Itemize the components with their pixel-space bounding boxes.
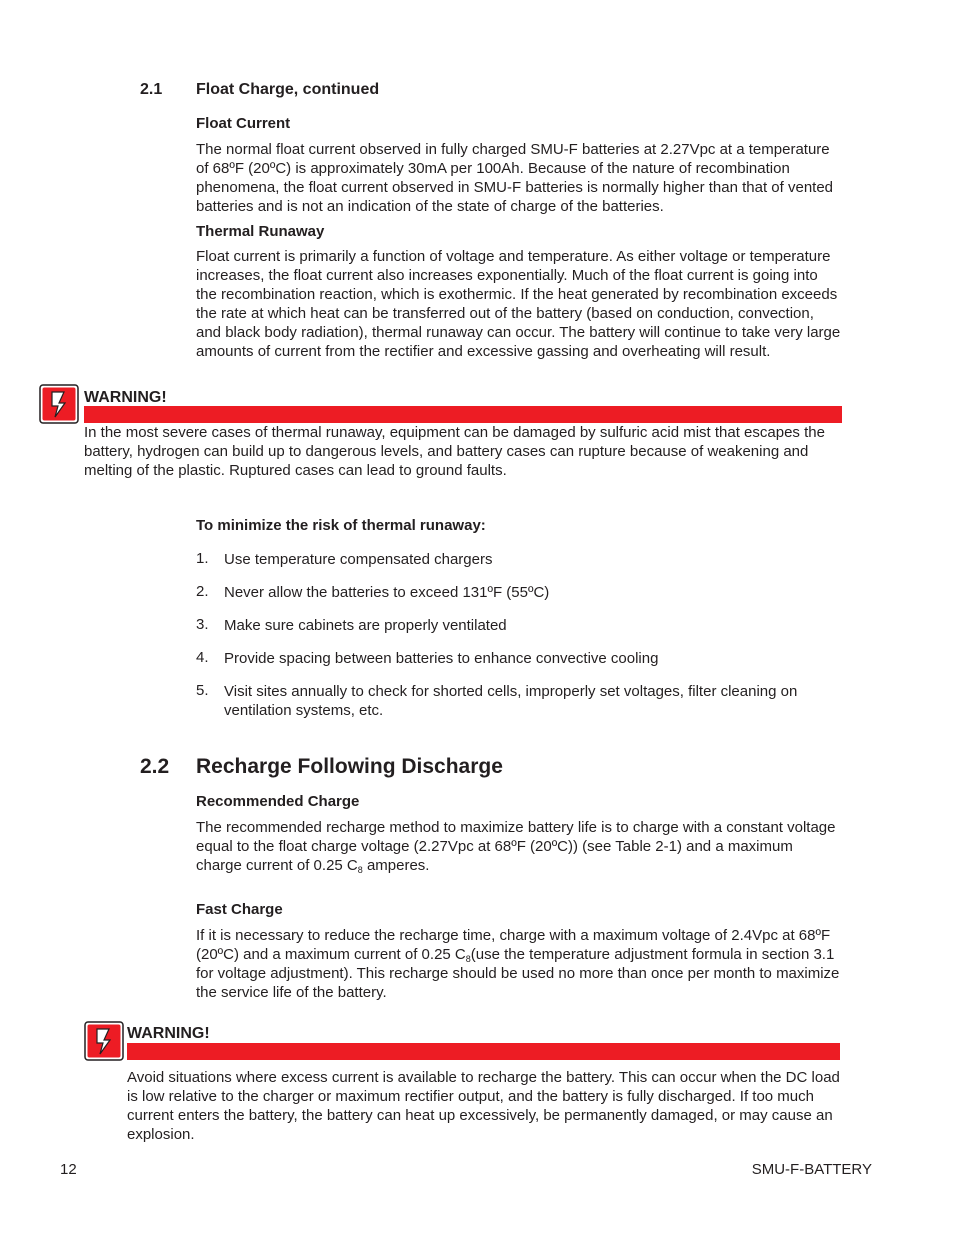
section-title: Float Charge, continued	[196, 81, 380, 98]
list-item: Make sure cabinets are properly ventilated	[224, 617, 507, 634]
electrical-hazard-icon	[84, 1021, 124, 1061]
minimize-heading: To minimize the risk of thermal runaway:	[196, 517, 486, 534]
list-item: Never allow the batteries to exceed 131ºF (55ºC)	[224, 584, 550, 601]
float-current-paragraph: The normal float current observed in fully charged SMU-F batteries at 2.27Vpc at a temperature of 68ºF (20ºC) is approximately 30mA per 100Ah. Because of the nature of recombination phenomena, the float current observed in SMU-F batteries is normally higher than that of vented batteries and is not an indication of the state of charge of the batteries.	[196, 141, 834, 215]
warning-text: In the most severe cases of thermal runaway, equipment can be damaged by sulfuric acid mist that escapes the battery, hydrogen can build up to dangerous levels, and battery cases can rupture because of weakening and melting of the plastic. Ruptured cases can lead to ground faults.	[84, 424, 825, 479]
list-item-number: 5.	[196, 682, 209, 699]
thermal-runaway-heading: Thermal Runaway	[196, 223, 325, 240]
list-item-number: 3.	[196, 616, 209, 633]
list-item-number: 1.	[196, 550, 209, 567]
recommended-charge-heading: Recommended Charge	[196, 793, 360, 810]
recommended-charge-paragraph: The recommended recharge method to maximize battery life is to charge with a constant voltage equal to the float charge voltage (2.27Vpc at 68ºF (20ºC)) (see Table 2-1) and a maximum charge current of 0.25 $C_8$ amperes.	[196, 819, 836, 875]
list-item: Provide spacing between batteries to enhance convective cooling	[224, 650, 659, 667]
warning-label: WARNING!	[127, 1025, 210, 1042]
section-title: Recharge Following Discharge	[196, 755, 503, 778]
section-number: 2.1	[140, 81, 163, 98]
thermal-runaway-paragraph: Float current is primarily a function of voltage and temperature. As either voltage or temperature increases, the float current also increases exponentially. Much of the float current is going into the recombination reaction, which is exothermic. If the heat generated by recombination exceeds the rate at which heat can be transferred out of the battery (based on conduction, convection, and black body radiation), thermal runaway can occur. The battery will continue to take very large amounts of current from the rectifier and excessive gassing and overheating will result.	[196, 248, 841, 360]
warning-label: WARNING!	[84, 389, 167, 406]
section-number: 2.2	[140, 755, 170, 778]
fast-charge-paragraph: If it is necessary to reduce the recharge time, charge with a maximum voltage of 2.4Vpc at 68ºF (20ºC) and a maximum current of 0.25 $C_8(use$ the temperature adjustment formula in section 3.1 for voltage adjustment). This recharge should be used no more than once per month to maximize the service life of the battery.	[196, 927, 840, 1001]
warning-block	[39, 384, 79, 429]
list-item-number: 2.	[196, 583, 209, 600]
list-item-number: 4.	[196, 649, 209, 666]
document-name: SMU-F-BATTERY	[751, 1161, 872, 1178]
warning-text: Avoid situations where excess current is available to recharge the battery. This can occur when the DC load is low relative to the charger or maximum rectifier output, and the battery is fully discharged. If too much current enters the battery, the battery can heat up excessively, be permanently damaged, or may cause an explosion.	[127, 1069, 840, 1143]
list-item: Use temperature compensated chargers	[224, 551, 493, 568]
fast-charge-heading: Fast Charge	[196, 901, 283, 918]
warning-block	[84, 1021, 124, 1066]
warning-bar	[127, 1043, 840, 1060]
list-item: Visit sites annually to check for shorted cells, improperly set voltages, filter cleaning on ventilation systems, etc.	[224, 683, 798, 719]
page-number: 12	[60, 1161, 77, 1178]
float-current-heading: Float Current	[196, 115, 291, 132]
warning-bar	[84, 406, 842, 423]
electrical-hazard-icon	[39, 384, 79, 424]
